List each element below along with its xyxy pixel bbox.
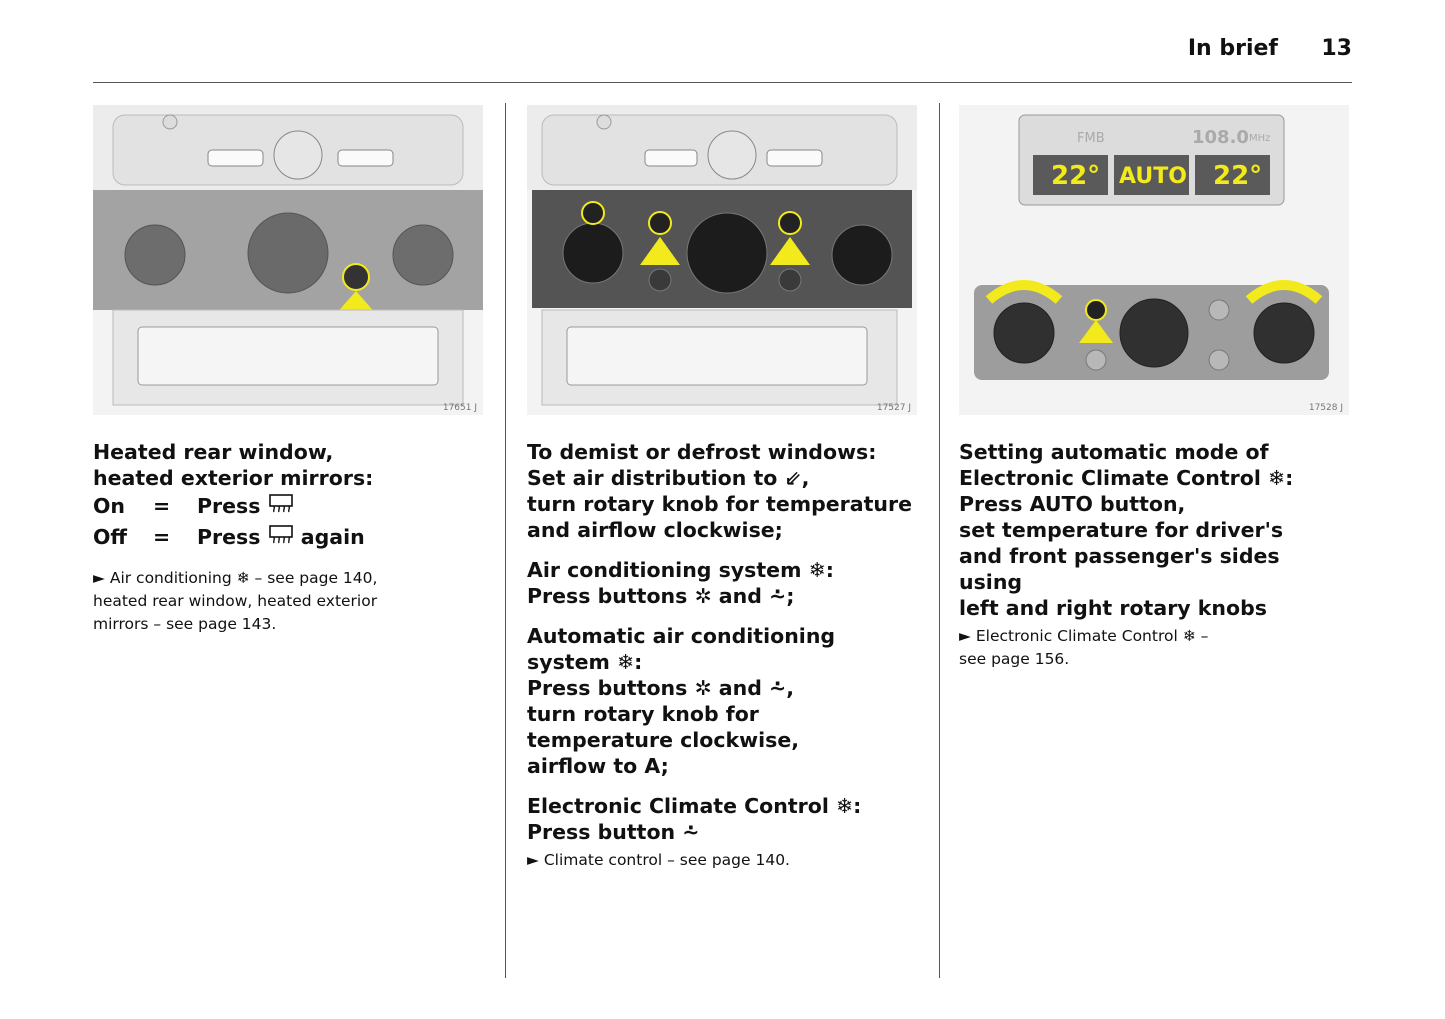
- demist-block: To demist or defrost windows: Set air distribution to ⇙, turn rotary knob for temperature and airflow clockwise;: [527, 440, 913, 542]
- note-line: mirrors – see page 143.: [93, 615, 277, 633]
- display-frequency: 108.0: [1192, 127, 1249, 148]
- figure-ac-panel: [527, 105, 917, 415]
- heading-line: heated exterior mirrors:: [93, 466, 374, 490]
- heading-line: set temperature for driver's: [959, 518, 1284, 542]
- note-line: ► Electronic Climate Control ❄ –: [959, 627, 1209, 645]
- note-line: heated rear window, heated exterior: [93, 592, 378, 610]
- display-unit: MHz: [1249, 133, 1271, 144]
- column-heated-rear-window: [93, 105, 483, 636]
- heading-line: left and right rotary knobs: [959, 596, 1267, 620]
- off-row: Off = Press again: [93, 522, 483, 553]
- heading-line: Electronic Climate Control ❄:: [959, 466, 1294, 490]
- note-line: ► Air conditioning ❄ – see page 140,: [93, 569, 378, 587]
- rear-defrost-icon: [268, 522, 294, 553]
- display-band: FMB: [1077, 131, 1105, 146]
- column-demist: [527, 105, 917, 872]
- page-header: [93, 30, 1352, 83]
- note-line: see page 156.: [959, 650, 1070, 668]
- page-number: 13: [1321, 36, 1352, 61]
- figure-id: 17651 J: [442, 403, 477, 413]
- ecc-block: Electronic Climate Control ❄: Press button ⩪ ► Climate control – see page 140.: [527, 793, 917, 872]
- column-divider: [505, 103, 506, 978]
- auto-mode-label: AUTO: [1119, 164, 1187, 189]
- section-title: In brief: [1187, 36, 1278, 61]
- left-temperature: 22°: [1051, 161, 1101, 191]
- figure-heating-panel: [93, 105, 483, 415]
- figure-ecc-panel: [959, 105, 1349, 415]
- ac-block: Air conditioning system ❄: Press buttons ✲ and ⩪;: [527, 558, 834, 608]
- figure-id: 17528 J: [1308, 403, 1343, 413]
- on-row: On = Press: [93, 491, 483, 522]
- right-temperature: 22°: [1213, 161, 1263, 191]
- rear-defrost-icon: [268, 491, 294, 522]
- column-divider: [939, 103, 940, 978]
- heading-line: Heated rear window,: [93, 440, 334, 464]
- heading-line: Press AUTO button,: [959, 492, 1186, 516]
- heading-line: Setting automatic mode of: [959, 440, 1269, 464]
- auto-ac-block: Automatic air conditioning system ❄: Press buttons ✲ and ⩪, turn rotary knob for temperature clockwise, airflow to A;: [527, 624, 836, 778]
- column-ecc-auto: [959, 105, 1349, 671]
- heading-line: and front passenger's sides using: [959, 544, 1280, 594]
- figure-id: 17527 J: [876, 403, 911, 413]
- note-line: ► Climate control – see page 140.: [527, 851, 790, 869]
